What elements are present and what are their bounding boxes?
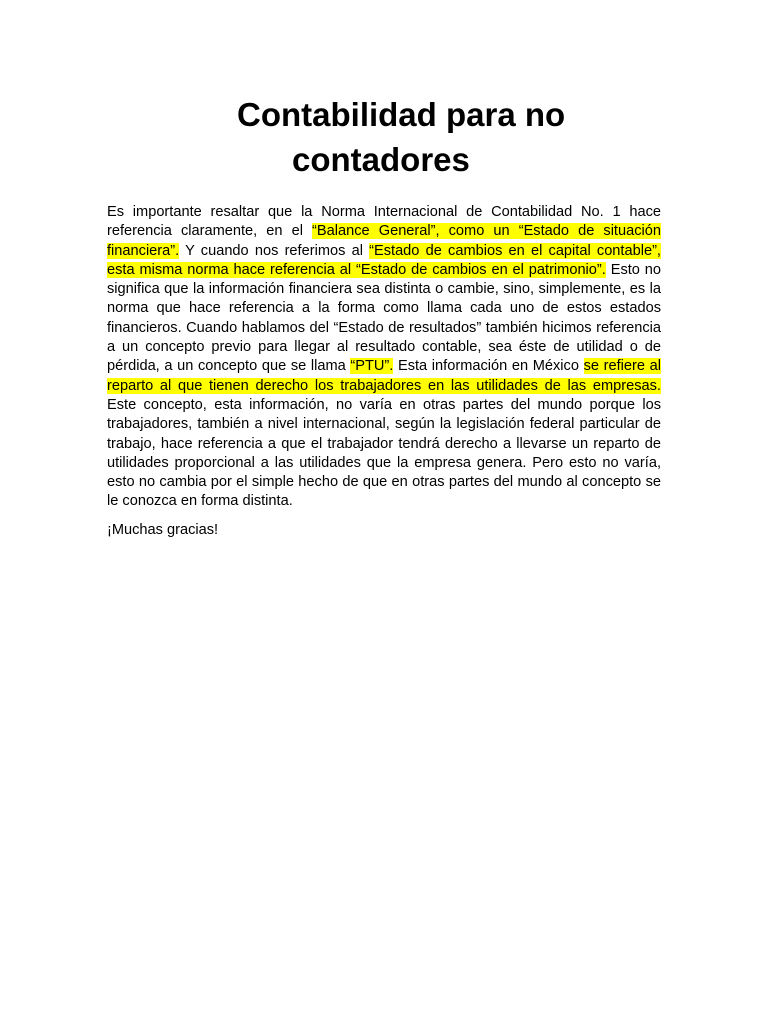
- title-line-1: Contabilidad para no: [237, 96, 566, 133]
- text-run: Y cuando nos referimos al: [179, 242, 370, 259]
- text-run: Este concepto, esta información, no varía en otras partes del mundo porque los trabajadores, también a nivel internacional, según la legislación federal particular de trabajo, hace referencia a que el trabajador tendrá derecho a llevarse un reparto de utilidades proporcional a las utilidades que la empresa genera. Pero esto no varía, esto no cambia por el simple hecho de que en otras partes del mundo al concepto se le conozca en forma distinta.: [107, 396, 661, 510]
- text-run: Esto no significa que la información financiera sea distinta o cambie, sino, simplemente, es la norma que hace referencia a la forma como llama cada uno de estos estados financieros. Cuando hablamos del “Estado de resultados” también hicimos referencia a un concepto previo para llegar al resultado contable, sea éste de utilidad o de pérdida, a un concepto que se llama: [107, 261, 662, 375]
- text-run: Esta información en México: [393, 358, 584, 375]
- text-run: Es importante resaltar que la Norma Internacional de Contabilidad No. 1 hace referencia claramente, en el: [107, 204, 661, 240]
- title-line-2: contadores: [292, 141, 470, 178]
- document-title: [0, 92, 768, 182]
- closing-line: ¡Muchas gracias!: [107, 521, 219, 538]
- main-paragraph: [107, 203, 661, 512]
- highlighted-text-run: se refiere al reparto al que tienen derecho los trabajadores en las utilidades de las empresas.: [107, 358, 661, 394]
- highlighted-text-run: “PTU”.: [350, 358, 394, 375]
- document-body: [107, 203, 661, 540]
- highlighted-text-run: “Estado de cambios en el capital contable”, esta misma norma hace referencia al “Estado de cambios en el patrimonio”.: [107, 242, 661, 278]
- highlighted-text-run: “Balance General”, como un “Estado de situación financiera”.: [107, 223, 661, 259]
